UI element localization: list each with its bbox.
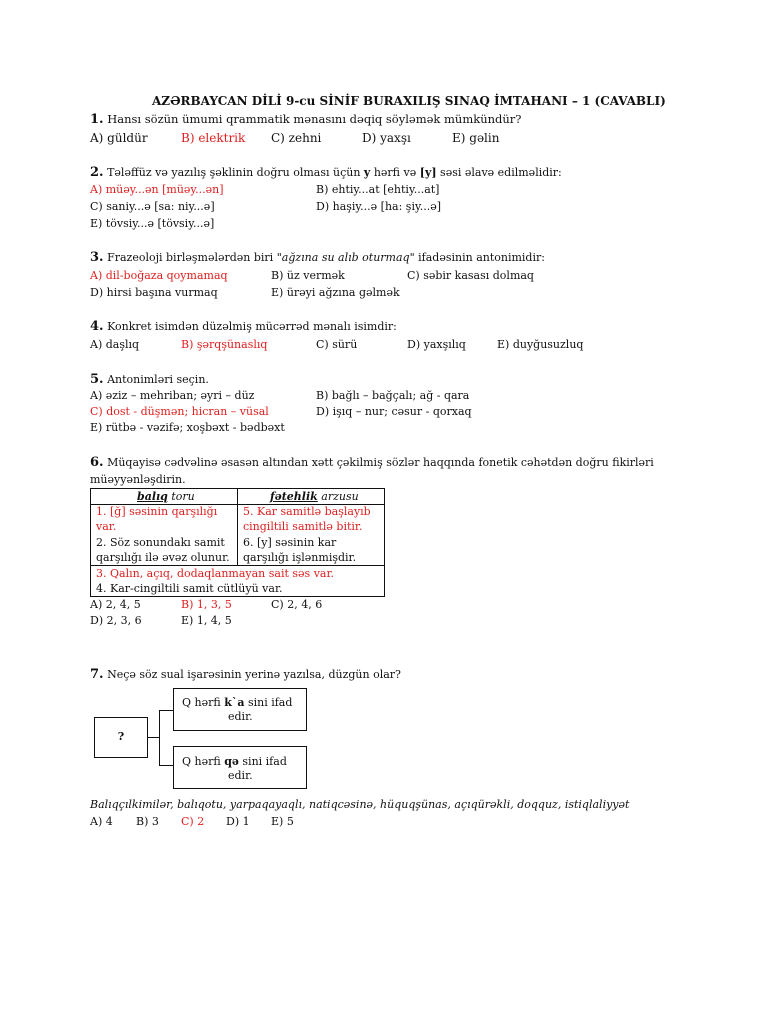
box1-symbol: k`a — [224, 696, 245, 709]
question-mark: ? — [117, 730, 125, 743]
option-6d[interactable]: D) 2, 3, 6 — [90, 614, 142, 627]
box2-line1 — [182, 755, 287, 769]
option-5c[interactable]: C) dost - düşmən; hicran – vüsal — [90, 405, 269, 418]
question-text-end: səsi əlavə edilməlidir: — [436, 166, 562, 179]
option-7c[interactable]: C) 2 — [181, 815, 205, 828]
table-border-center — [237, 488, 238, 566]
question-6 — [90, 456, 654, 470]
option-6c[interactable]: C) 2, 4, 6 — [271, 598, 323, 611]
box1-line1 — [182, 696, 292, 710]
question-number: 4. — [90, 319, 104, 334]
question-number: 3. — [90, 250, 104, 265]
option-4b[interactable]: B) şərqşünaslıq — [181, 338, 268, 351]
option-7d[interactable]: D) 1 — [226, 815, 250, 828]
question-text: Konkret isimdən düzəlmiş mücərrəd mənalı isimdir: — [103, 320, 397, 333]
box1-text: Q hərfi — [182, 696, 225, 709]
table-border-bottom — [90, 596, 385, 597]
question-number: 1. — [90, 112, 104, 127]
box2-symbol: qə — [224, 755, 239, 768]
underlined-word: balıq — [137, 490, 168, 503]
option-3b[interactable]: B) üz vermək — [271, 269, 345, 282]
option-1e[interactable]: E) gəlin — [452, 131, 500, 145]
question-number: 2. — [90, 165, 104, 180]
question-text-mid: hərfi və — [370, 166, 420, 179]
question-text: Hansı sözün ümumi qrammatik mənasını dəqiq söyləmək mümkündür? — [103, 112, 522, 126]
option-2d[interactable]: D) haşiy...ə [ha: şiy...ə] — [316, 200, 442, 213]
table-cell-2: 2. Söz sonundakı samit qarşılığı ilə əvəz olunur. — [96, 536, 230, 564]
option-3d[interactable]: D) hirsi başına vurmaq — [90, 286, 218, 299]
question-1 — [90, 112, 521, 127]
box2-text: Q hərfi — [182, 755, 225, 768]
question-number: 5. — [90, 372, 104, 387]
header-rest: arzusu — [317, 490, 359, 503]
question-5 — [90, 373, 209, 387]
table-cell-3: 3. Qalın, açıq, dodaqlanmayan sait səs var. — [96, 567, 335, 580]
option-2c[interactable]: C) saniy...ə [sa: niy...ə] — [90, 200, 215, 213]
connector-bottom — [159, 765, 173, 766]
option-5b[interactable]: B) bağlı – bağçalı; ağ - qara — [316, 389, 470, 402]
question-number: 7. — [90, 667, 104, 682]
option-1d[interactable]: D) yaxşı — [362, 131, 411, 145]
box1-line2: edir. — [228, 710, 253, 723]
question-3 — [90, 251, 545, 265]
header-rest: toru — [167, 490, 195, 503]
question-number: 6. — [90, 455, 104, 470]
option-5d[interactable]: D) işıq – nur; cəsur - qorxaq — [316, 405, 472, 418]
question-mark-box — [94, 717, 148, 758]
box1-text-end: sini ifad — [244, 696, 293, 709]
idiom-phrase: "ağzına su alıb oturmaq" — [276, 251, 415, 264]
option-2a[interactable]: A) müəy...ən [müəy...ən] — [90, 183, 224, 196]
option-4c[interactable]: C) sürü — [316, 338, 358, 351]
question-6-line2: müəyyənləşdirin. — [90, 473, 186, 486]
question-2 — [90, 166, 562, 180]
option-7b[interactable]: B) 3 — [136, 815, 159, 828]
option-5e[interactable]: E) rütbə - vəzifə; xoşbəxt - bədbəxt — [90, 421, 285, 434]
table-cell-5: 5. Kar samitlə başlayıb cingiltili samitlə bitir. — [243, 505, 371, 533]
box2-line2: edir. — [228, 769, 253, 782]
option-1b[interactable]: B) elektrik — [181, 131, 246, 145]
sound-y: [y] — [419, 166, 437, 179]
page-title: AZƏRBAYCAN DİLİ 9-cu SİNİF BURAXILIŞ SINAQ İMTAHANI – 1 (CAVABLI) — [152, 94, 666, 108]
option-1a[interactable]: A) güldür — [90, 131, 148, 145]
option-6e[interactable]: E) 1, 4, 5 — [181, 614, 232, 627]
question-text: Neçə söz sual işarəsinin yerinə yazılsa, düzgün olar? — [103, 668, 401, 681]
info-box-1 — [173, 688, 307, 731]
word-list: Balıqçılkimilər, balıqotu, yarpaqayaqlı, natiqcəsinə, hüquqşünas, açıqürəkli, doqquz, istiqlaliyyət — [90, 798, 630, 811]
question-text: Frazeoloji birləşmələrdən biri — [103, 251, 277, 264]
option-5a[interactable]: A) əziz – mehriban; əyri – düz — [90, 389, 255, 402]
table-header-col1 — [137, 490, 195, 504]
option-2b[interactable]: B) ehtiy...at [ehtiy...at] — [316, 183, 440, 196]
underlined-word: fətehlik — [270, 490, 318, 503]
table-cell-1: 1. [ğ] səsinin qarşılığı var. — [96, 505, 218, 533]
box2-text-end: sini ifad — [238, 755, 287, 768]
table-border-left — [90, 488, 91, 597]
question-text-end: ifadəsinin antonimidir: — [414, 251, 545, 264]
connector-vertical — [159, 710, 160, 766]
question-text: Antonimləri seçin. — [103, 373, 209, 386]
option-3a[interactable]: A) dil-boğaza qoymamaq — [90, 269, 228, 282]
option-2e[interactable]: E) tövsiy...ə [tövsiy...ə] — [90, 217, 215, 230]
question-4 — [90, 320, 397, 334]
option-7a[interactable]: A) 4 — [90, 815, 113, 828]
option-6a[interactable]: A) 2, 4, 5 — [90, 598, 141, 611]
question-text: Müqayisə cədvəlinə əsasən altından xətt çəkilmiş sözlər haqqında fonetik cəhətdən doğru fikirləri — [103, 456, 654, 469]
table-border-right — [384, 488, 385, 597]
option-3c[interactable]: C) səbir kasası dolmaq — [407, 269, 534, 282]
info-box-2 — [173, 746, 307, 789]
option-4a[interactable]: A) daşlıq — [90, 338, 140, 351]
option-4e[interactable]: E) duyğusuzluq — [497, 338, 584, 351]
table-cell-6: 6. [y] səsinin kar qarşılığı işlənmişdir. — [243, 536, 357, 564]
option-7e[interactable]: E) 5 — [271, 815, 294, 828]
question-7 — [90, 668, 401, 682]
option-4d[interactable]: D) yaxşılıq — [407, 338, 466, 351]
connector-top — [159, 710, 173, 711]
table-cell-4: 4. Kar-cingiltili samit cütlüyü var. — [96, 582, 283, 595]
option-3e[interactable]: E) ürəyi ağzına gəlmək — [271, 286, 400, 299]
option-1c[interactable]: C) zehni — [271, 131, 322, 145]
letter-y: y — [363, 166, 371, 179]
option-6b[interactable]: B) 1, 3, 5 — [181, 598, 232, 611]
table-header-col2 — [270, 490, 359, 504]
question-text: Tələffüz və yazılış şəklinin doğru olması üçün — [103, 166, 364, 179]
